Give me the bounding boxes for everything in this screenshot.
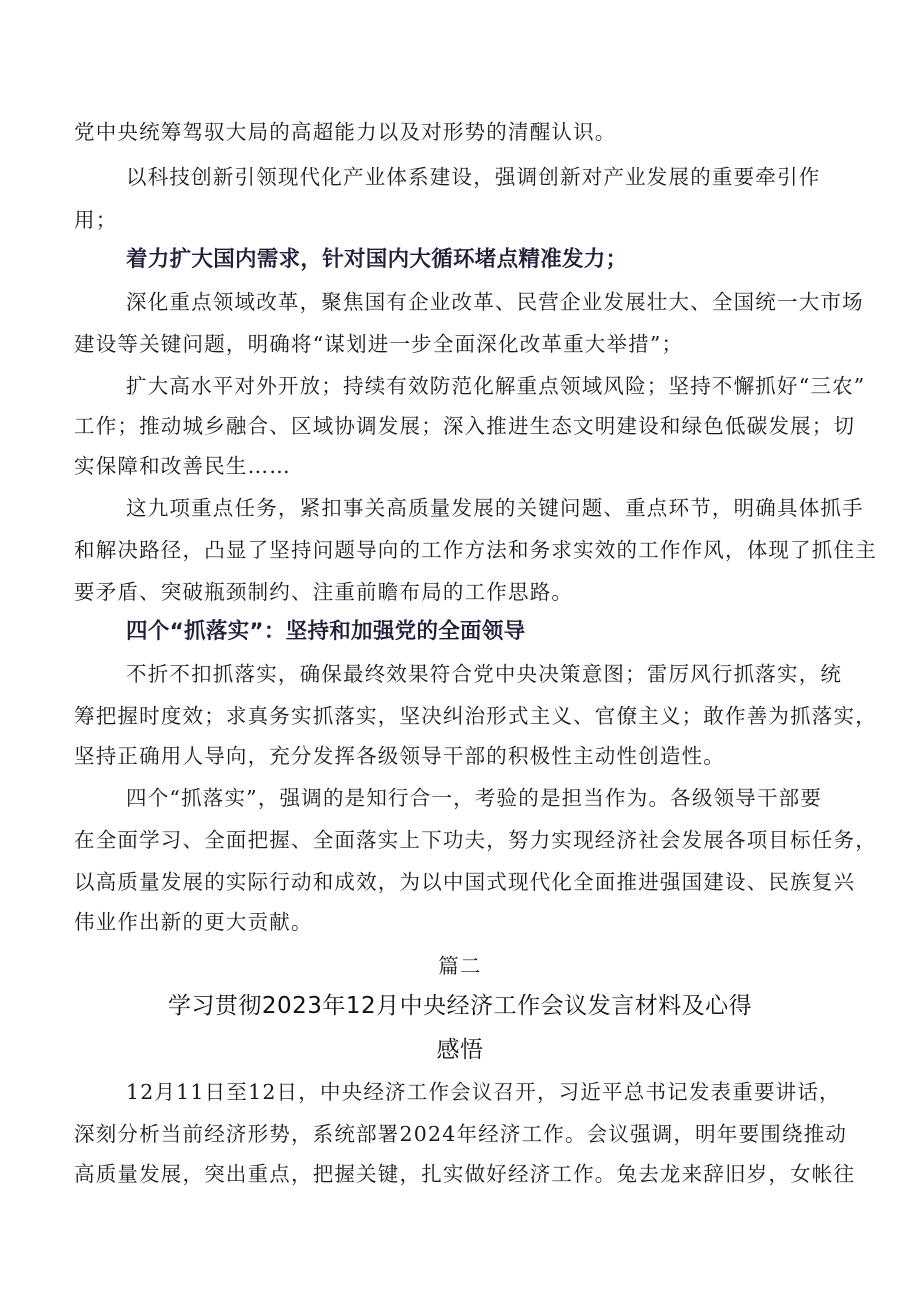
body-line: 四个“抓落实”，强调的是知行合一，考验的是担当作为。各级领导干部要 [126, 786, 823, 810]
body-line: 实保障和改善民生…… [74, 454, 291, 478]
body-line: 要矛盾、突破瓶颈制约、注重前瞻布局的工作思路。 [74, 580, 574, 604]
body-line: 高质量发展，突出重点，把握关键，扎实做好经济工作。兔去龙来辞旧岁，女帐往 [74, 1162, 856, 1186]
body-line: 以高质量发展的实际行动和成效，为以中国式现代化全面推进强国建设、民族复兴 [74, 870, 856, 894]
article-title: 学习贯彻2023年12月中央经济工作会议发言材料及心得 [167, 993, 753, 1019]
body-line: 深刻分析当前经济形势，系统部署2024年经济工作。会议强调，明年要围绕推动 [74, 1122, 848, 1146]
part-label: 篇二 [438, 954, 482, 978]
article-title-cont: 感悟 [436, 1037, 484, 1063]
body-line: 党中央统筹驾驭大局的高超能力以及对形势的清醒认识。 [74, 120, 617, 144]
body-line: 深化重点领域改革，聚焦国有企业改革、民营企业发展壮大、全国统一大市场 [126, 290, 864, 314]
body-line: 这九项重点任务，紧扣事关高质量发展的关键问题、重点环节，明确具体抓手 [126, 496, 864, 520]
section-heading: 着力扩大国内需求，针对国内大循环堵点精准发力； [126, 247, 628, 272]
body-line: 工作；推动城乡融合、区域协调发展；深入推进生态文明建设和绿色低碳发展；切 [74, 414, 856, 438]
section-heading: 四个“抓落实”：坚持和加强党的全面领导 [126, 619, 526, 644]
body-line: 坚持正确用人导向，充分发挥各级领导干部的积极性主动性创造性。 [74, 744, 725, 768]
body-line: 12月11日至12日，中央经济工作会议召开，习近平总书记发表重要讲话， [126, 1080, 841, 1104]
body-line: 筹把握时度效；求真务实抓落实，坚决纠治形式主义、官僚主义；敢作善为抓落实， [74, 704, 877, 728]
body-line: 用； [74, 208, 118, 232]
body-line: 扩大高水平对外开放；持续有效防范化解重点领域风险；坚持不懈抓好“三农” [126, 374, 866, 398]
body-line: 以科技创新引领现代化产业体系建设，强调创新对产业发展的重要牵引作 [126, 165, 821, 189]
body-line: 建设等关键问题，明确将“谋划进一步全面深化改革重大举措”； [74, 332, 684, 356]
body-line: 不折不扣抓落实，确保最终效果符合党中央决策意图；雷厉风行抓落实，统 [126, 662, 843, 686]
body-line: 在全面学习、全面把握、全面落实上下功夫，努力实现经济社会发展各项目标任务， [74, 828, 877, 852]
body-line: 和解决路径，凸显了坚持问题导向的工作方法和务求实效的工作作风，体现了抓住主 [74, 538, 877, 562]
body-line: 伟业作出新的更大贡献。 [74, 910, 313, 934]
